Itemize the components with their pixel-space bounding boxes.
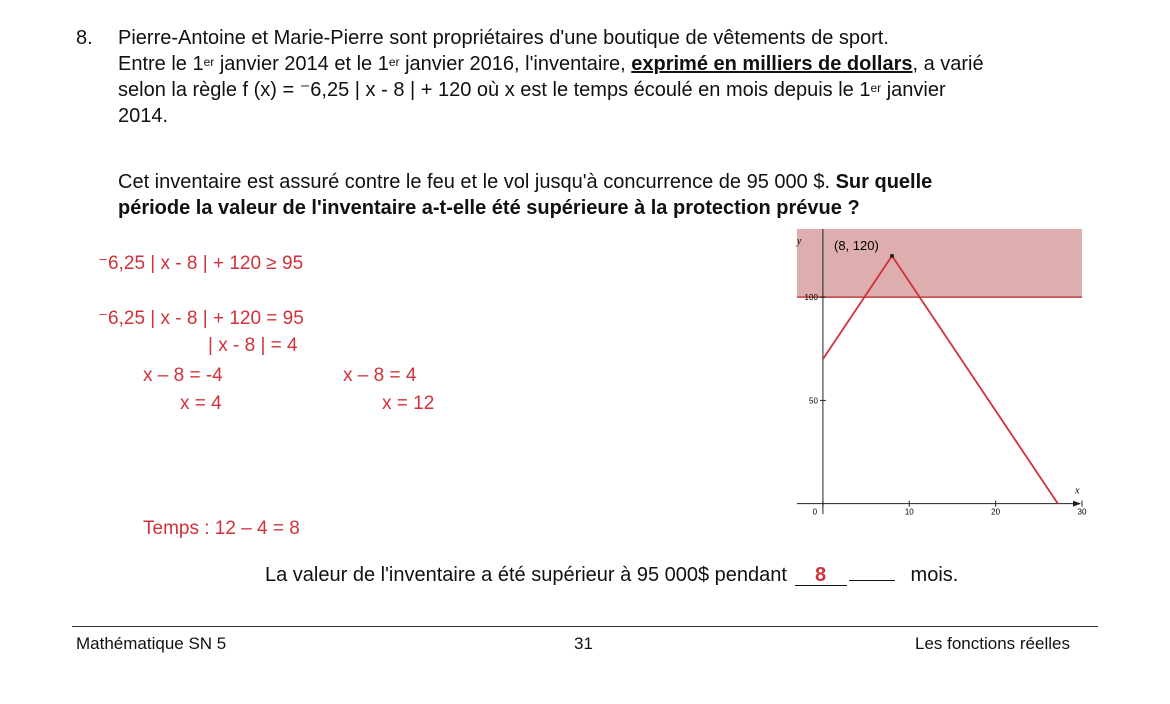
work-equation: ⁻6,25 | x - 8 | + 120 = 95 [98, 308, 304, 329]
work-time: Temps : 12 – 4 = 8 [143, 518, 300, 539]
work-case-1: x – 8 = -4 [143, 365, 223, 386]
y-tick-label: 50 [809, 396, 818, 406]
footer-rule [72, 626, 1098, 627]
work-inequality: ⁻6,25 | x - 8 | + 120 ≥ 95 [98, 253, 304, 274]
footer-right: Les fonctions réelles [915, 634, 1070, 653]
footer-page-number: 31 [574, 634, 593, 653]
work-solution-2: x = 12 [382, 393, 435, 414]
question-line-4: 2014. [118, 105, 169, 127]
question-line-6: période la valeur de l'inventaire a-t-elle été supérieure à la protection prévue ? [118, 197, 860, 219]
y-tick-label: 100 [804, 293, 818, 303]
work-solution-1: x = 4 [180, 393, 222, 414]
work-case-2: x – 8 = 4 [343, 365, 417, 386]
question-line-2: Entre le 1er janvier 2014 et le 1er janvier 2016, l'inventaire, exprimé en milliers de dollars, a varié [118, 53, 984, 75]
y-axis-label: y [796, 236, 802, 247]
answer-blank-tail [849, 580, 895, 581]
question-line-5: Cet inventaire est assuré contre le feu et le vol jusqu'à concurrence de 95 000 $. Sur quelle [118, 171, 933, 193]
answer-sentence: La valeur de l'inventaire a été supérieur à 95 000$ pendant 8 mois. [265, 564, 959, 586]
x-tick-label: 20 [991, 507, 1001, 517]
vertex-point [890, 254, 894, 258]
work-abs: | x - 8 | = 4 [208, 335, 298, 356]
question-line-3: selon la règle f (x) = ⁻6,25 | x - 8 | + 120 où x est le temps écoulé en mois depuis le 1er janvier [118, 79, 946, 101]
x-axis-arrow [1073, 501, 1081, 507]
question-line-1: Pierre-Antoine et Marie-Pierre sont propriétaires d'une boutique de vêtements de sport. [118, 27, 889, 49]
vertex-label: (8, 120) [834, 237, 879, 253]
footer-left: Mathématique SN 5 [76, 634, 227, 653]
emphasis-units: exprimé en milliers de dollars [631, 53, 913, 75]
question-number: 8. [76, 27, 93, 49]
x-axis-label: x [1075, 485, 1080, 497]
x-tick-label: 30 [1077, 507, 1087, 517]
answer-blank: 8 [795, 565, 847, 586]
chart-svg [796, 229, 1087, 517]
x-tick-label: 0 [812, 507, 818, 517]
x-tick-label: 10 [904, 507, 914, 517]
function-graph [796, 229, 1087, 519]
